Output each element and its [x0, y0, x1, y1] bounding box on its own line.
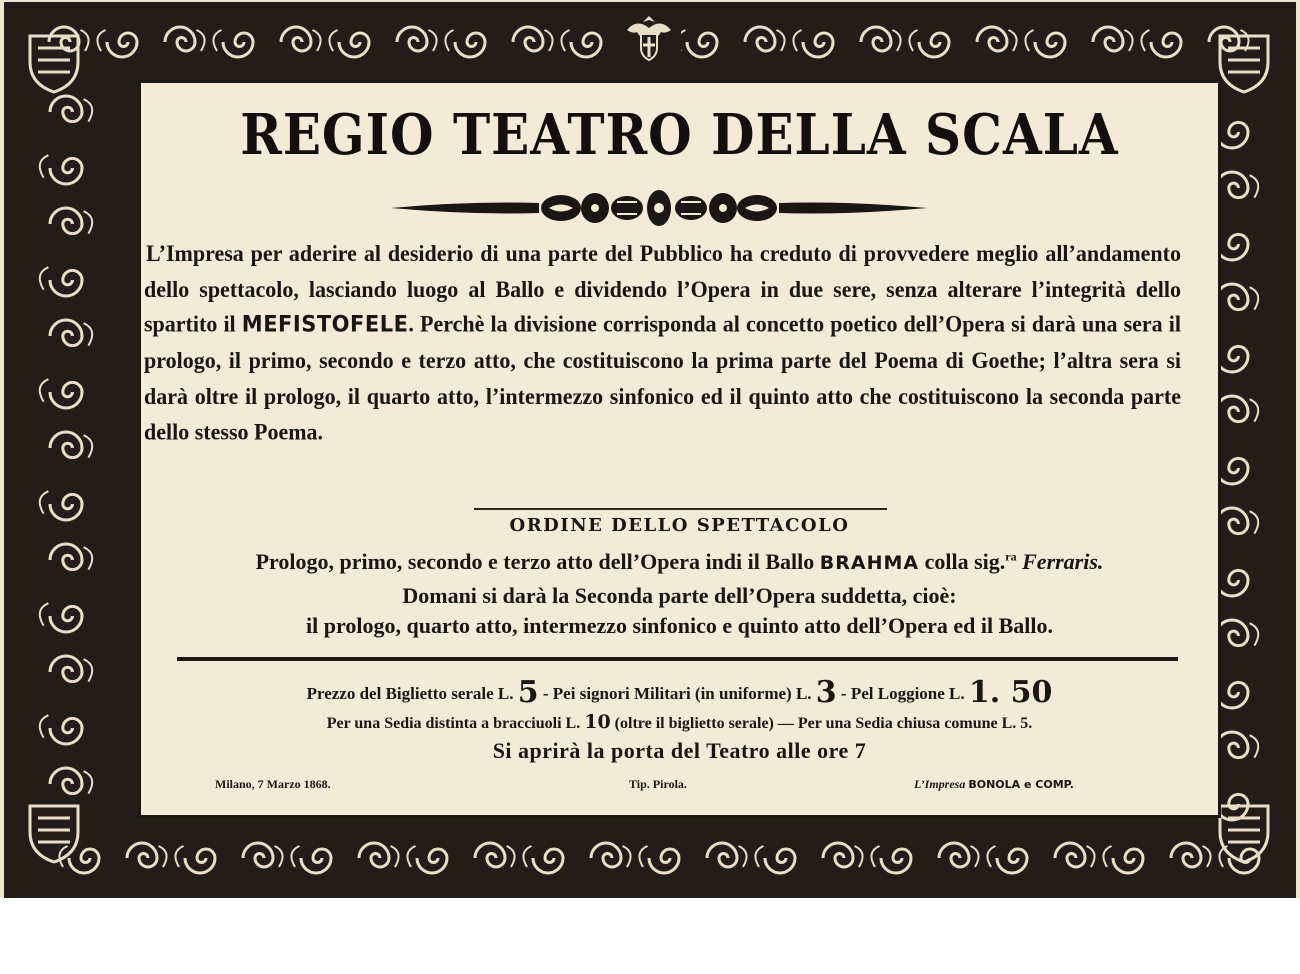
price-serale-label: Prezzo del Biglietto serale L.: [306, 684, 514, 703]
program-line-1: [141, 549, 1218, 575]
poster-title: REGIO TEATRO DELLA SCALA: [240, 101, 1119, 168]
ballet-title: BRAHMA: [819, 552, 920, 574]
footer-impresa-name: BONOLA e COMP.: [968, 778, 1074, 791]
price-sedia: 10: [584, 711, 611, 733]
program-line-3: il prologo, quarto atto, intermezzo sinfonico e quinto atto dell’Opera ed il Ballo.: [306, 613, 1053, 638]
footer-place-date: Milano, 7 Marzo 1868.: [215, 777, 331, 791]
price-line-2: [141, 711, 1218, 733]
price-loggione: 1. 50: [968, 675, 1053, 710]
image-bottom-margin: [0, 898, 1300, 974]
price-sedia-label: Per una Sedia distinta a bracciuoli L.: [326, 715, 581, 732]
price-divider: [177, 657, 1178, 661]
footer-impresa: [914, 777, 1074, 792]
program-line-1-colla: colla sig.: [924, 549, 1006, 574]
program-line-2: Domani si darà la Seconda parte dell’Opera suddetta, cioè:: [402, 583, 957, 608]
announcement-text-part2: . Perchè la divisione corrisponda al concetto poetico dell’Opera si darà una sera il prologo, il primo, secondo e terzo atto, che costituiscono la prima parte del Poema di Goethe; l’altra sera si darà oltre il prologo, il quarto atto, l’intermezzo sinfonico ed il quinto atto che costituiscono la seconda parte dello stesso Poema.: [144, 310, 1182, 445]
order-heading: ORDINE DELLO SPETTACOLO: [509, 515, 850, 536]
price-line-1: [141, 675, 1218, 710]
dancer-name: Ferraris.: [1022, 549, 1104, 574]
price-sedia-note: (oltre il biglietto serale) — Per una Sedia chiusa comune L. 5.: [614, 715, 1033, 732]
opening-time: Si aprirà la porta del Teatro alle ore 7: [492, 738, 867, 763]
opera-title: MEFISTOFELE: [241, 311, 409, 338]
poster-sheet: [138, 80, 1221, 818]
price-militari-label: - Pei signori Militari (in uniforme) L.: [542, 684, 812, 703]
footer-impresa-label: L’Impresa: [914, 777, 966, 791]
price-serale: 5: [517, 675, 539, 710]
program-line-1-sup: ra: [1005, 549, 1017, 564]
footer-printer: Tip. Pirola.: [629, 777, 687, 791]
section-divider: [474, 508, 887, 510]
royal-crest-icon: [617, 10, 681, 73]
decorative-rule-ornament: [389, 188, 929, 228]
announcement-paragraph: [144, 236, 1181, 449]
price-militari: 3: [815, 675, 837, 710]
program-line-1-text: Prologo, primo, secondo e terzo atto dell’Opera indi il Ballo: [255, 549, 815, 574]
price-loggione-label: - Pel Loggione L.: [840, 684, 965, 703]
announcement-text-part1: L’Impresa per aderire al desiderio di una parte del Pubblico ha creduto di provvedere meglio all’andamento dello spettacolo, lasciando luogo al Ballo e dividendo l’Opera in due sere, senza alterare l’integrità dello spartito il: [144, 240, 1181, 338]
